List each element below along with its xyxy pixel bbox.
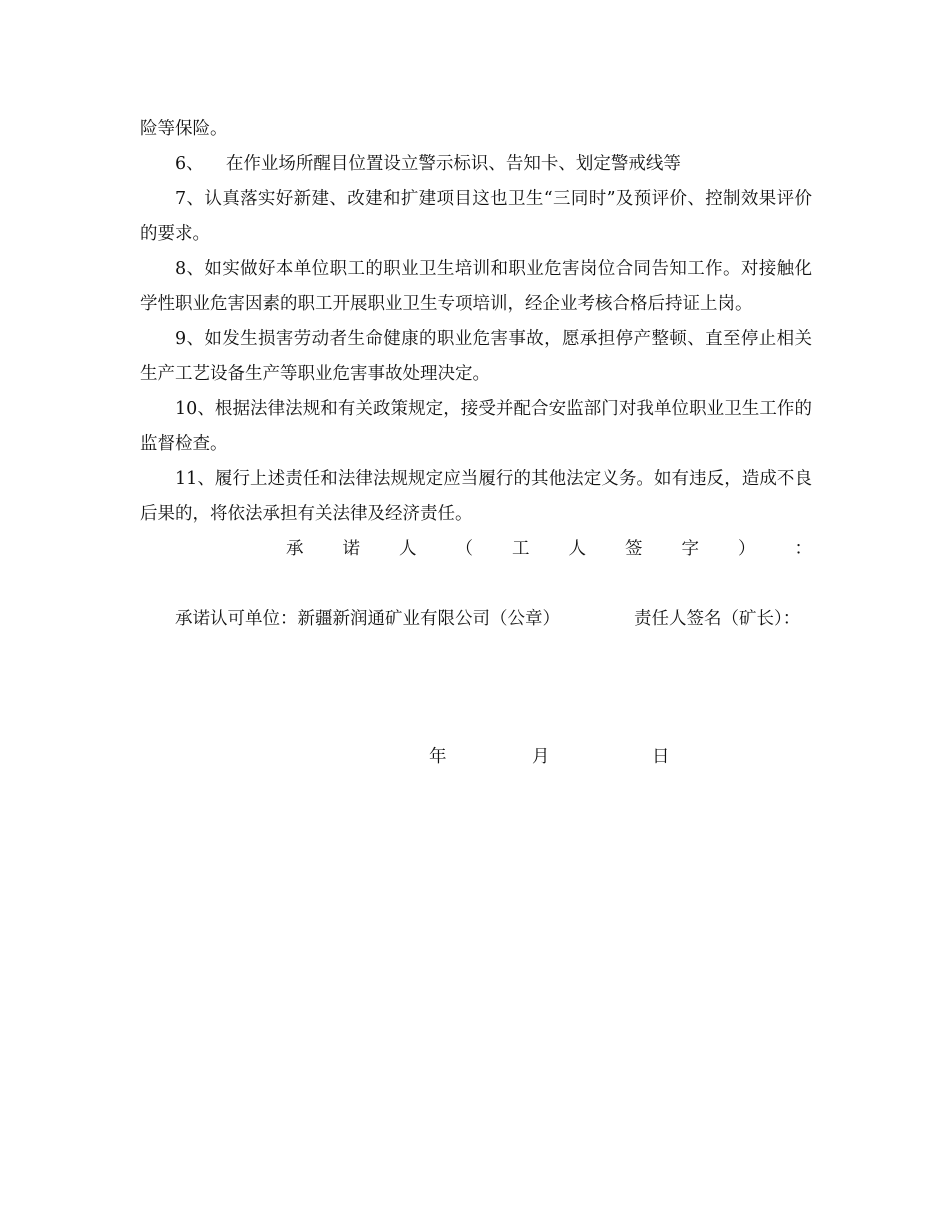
signature-char: 承 — [286, 539, 304, 559]
signature-char: 工 — [512, 539, 530, 559]
signature-char: ） — [738, 539, 756, 559]
signature-char: ： — [794, 539, 812, 559]
signature-char: 字 — [681, 539, 699, 559]
signature-char: 诺 — [342, 539, 360, 559]
blank-line — [140, 567, 812, 602]
paragraph-item-10: 10、根据法律法规和有关政策规定，接受并配合安监部门对我单位职业卫生工作的监督检查。 — [140, 399, 812, 454]
date-year: 年 — [429, 747, 447, 767]
signature-char: 人 — [568, 539, 586, 559]
signature-char: 人 — [399, 539, 417, 559]
approval-unit: 承诺认可单位：新疆新润通矿业有限公司（公章） — [175, 609, 560, 629]
date-month: 月 — [532, 747, 550, 767]
responsible-signature: 责任人签名（矿长）： — [634, 609, 801, 629]
paragraph-item-6: 6、 在作业场所醒目位置设立警示标识、告知卡、划定警戒线等 — [175, 154, 681, 174]
paragraph-item-7: 7、认真落实好新建、改建和扩建项目这也卫生“三同时”及预评价、控制效果评价的要求。 — [140, 189, 812, 244]
approval-line — [140, 602, 812, 637]
signature-char: 签 — [625, 539, 643, 559]
paragraph-item-9: 9、如发生损害劳动者生命健康的职业危害事故，愿承担停产整顿、直至停止相关生产工艺设备生产等职业危害事故处理决定。 — [140, 329, 812, 384]
paragraph-item-11: 11、履行上述责任和法律法规规定应当履行的其他法定义务。如有违反，造成不良后果的，将依法承担有关法律及经济责任。 — [140, 469, 812, 524]
signature-char: （ — [455, 539, 473, 559]
paragraph-continuation: 险等保险。 — [140, 119, 228, 139]
document-body — [140, 112, 812, 637]
date-day: 日 — [652, 747, 670, 767]
paragraph-item-8: 8、如实做好本单位职工的职业卫生培训和职业危害岗位合同告知工作。对接触化学性职业危害因素的职工开展职业卫生专项培训，经企业考核合格后持证上岗。 — [140, 259, 812, 314]
worker-signature-line — [140, 532, 812, 567]
